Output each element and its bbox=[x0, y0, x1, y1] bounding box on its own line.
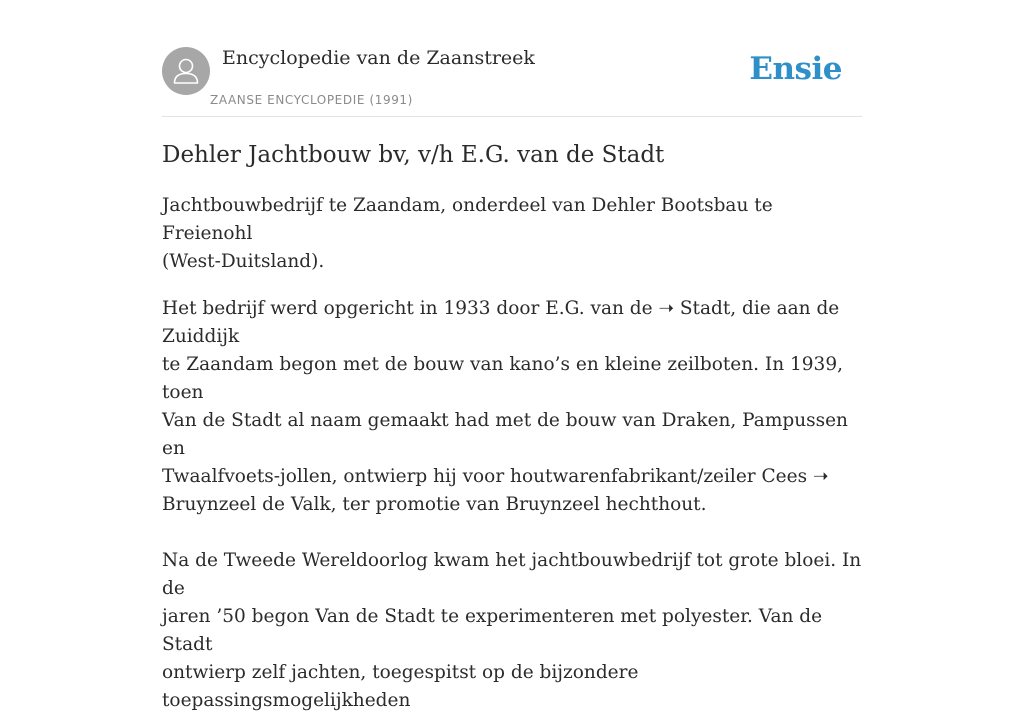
paragraph-3 bbox=[162, 547, 862, 715]
source-avatar[interactable] bbox=[162, 47, 210, 95]
text-line: Na de Tweede Wereldoorlog kwam het jachtbouwbedrijf tot grote bloei. In de bbox=[162, 550, 862, 599]
page bbox=[162, 0, 862, 711]
source-header bbox=[162, 0, 862, 117]
article-body bbox=[162, 192, 862, 715]
user-icon bbox=[162, 47, 210, 95]
paragraph-1 bbox=[162, 192, 862, 276]
text-line: jaren ’50 begon Van de Stadt te experimenteren met polyester. Van de Stadt bbox=[162, 606, 823, 655]
paragraph-2 bbox=[162, 295, 862, 519]
text-line: ontwierp zelf jachten, toegespitst op de bijzondere toepassingsmogelijkheden bbox=[162, 662, 639, 711]
text-line: Jachtbouwbedrijf te Zaandam, onderdeel van Dehler Bootsbau te Freienohl bbox=[162, 195, 773, 244]
source-subtitle: ZAANSE ENCYCLOPEDIE (1991) bbox=[210, 93, 413, 107]
text-line: Het bedrijf werd opgericht in 1933 door E.G. van de ➝ Stadt, die aan de Zuiddijk bbox=[162, 298, 840, 347]
text-line: te Zaandam begon met de bouw van kano’s en kleine zeilboten. In 1939, toen bbox=[162, 354, 843, 403]
source-title[interactable]: Encyclopedie van de Zaanstreek bbox=[222, 47, 535, 69]
article-title: Dehler Jachtbouw bv, v/h E.G. van de Stadt bbox=[162, 142, 665, 168]
text-line: Van de Stadt al naam gemaakt had met de bouw van Draken, Pampussen en bbox=[162, 410, 848, 459]
text-line: Bruynzeel de Valk, ter promotie van Bruynzeel hechthout. bbox=[162, 494, 707, 515]
text-line: Twaalfvoets-jollen, ontwierp hij voor houtwarenfabrikant/zeiler Cees ➝ bbox=[162, 466, 829, 487]
text-line: (West-Duitsland). bbox=[162, 251, 325, 272]
ensie-logo[interactable]: Ensie bbox=[749, 51, 842, 87]
